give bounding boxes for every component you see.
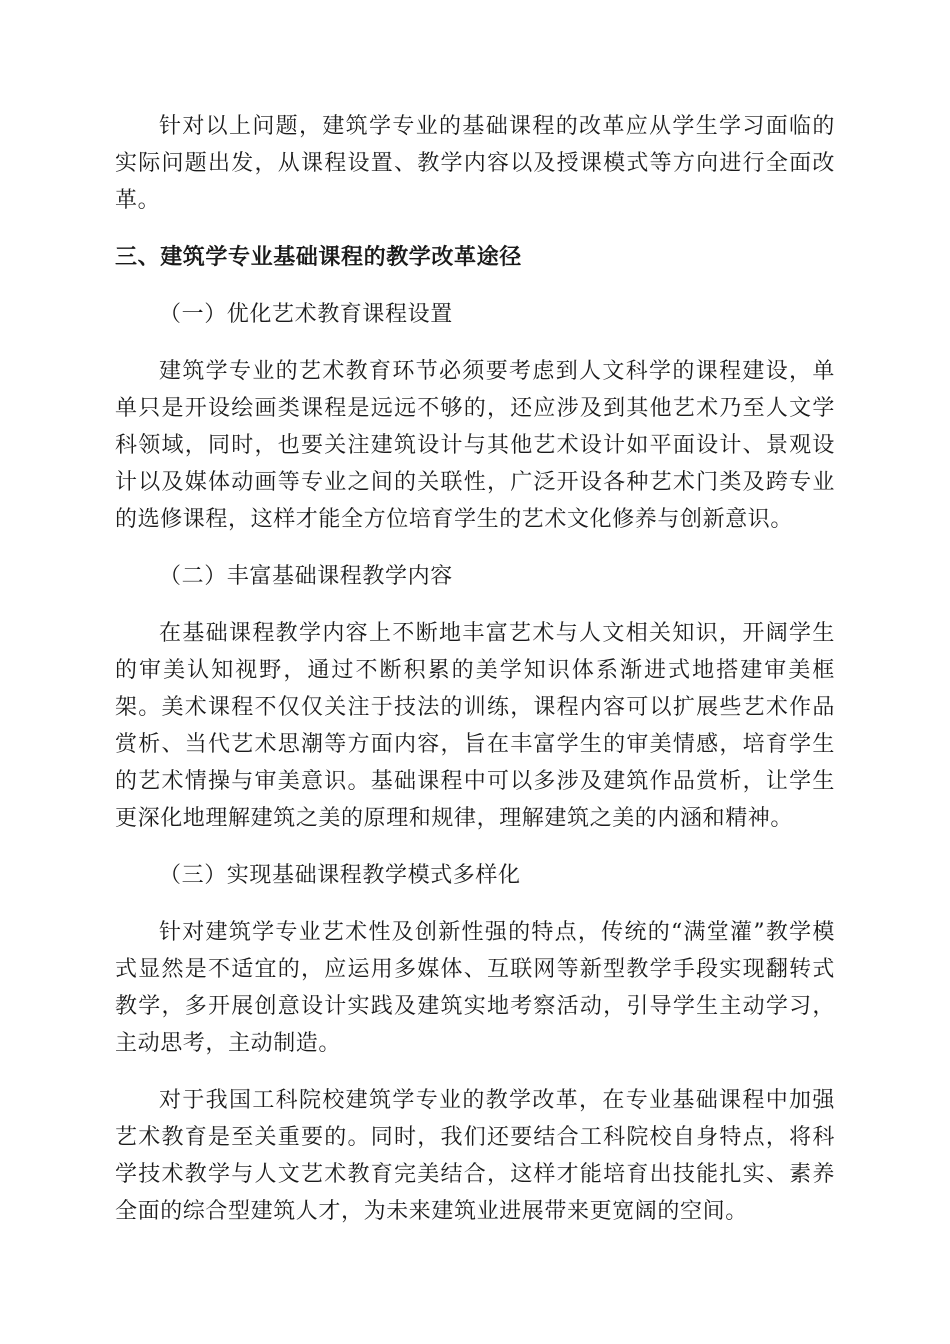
section-heading: 三、建筑学专业基础课程的教学改革途径 — [115, 245, 522, 270]
conclusion-paragraph: 对于我国工科院校建筑学专业的教学改革，在专业基础课程中加强艺术教育是至关重要的。同时，我们还要结合工科院校自身特点，将科学技术教学与人文艺术教育完美结合，这样才能培育出技能扎实、素养全面的综合型建筑人才，为未来建筑业进展带来更宽阔的空间。 — [115, 1088, 835, 1224]
document-page — [115, 108, 835, 1250]
subsection-title-2: （二）丰富基础课程教学内容 — [159, 564, 453, 589]
subsection-title-1: （一）优化艺术教育课程设置 — [159, 302, 453, 327]
subsection-title-3: （三）实现基础课程教学模式多样化 — [159, 863, 521, 888]
intro-paragraph: 针对以上问题，建筑学专业的基础课程的改革应从学生学习面临的实际问题出发，从课程设置、教学内容以及授课模式等方向进行全面改革。 — [115, 114, 835, 213]
subsection-body-3: 针对建筑学专业艺术性及创新性强的特点，传统的“满堂灌”教学模式显然是不适宜的，应运用多媒体、互联网等新型教学手段实现翻转式教学，多开展创意设计实践及建筑实地考察活动，引导学生主动学习，主动思考，主动制造。 — [115, 920, 835, 1056]
subsection-body-1: 建筑学专业的艺术教育环节必须要考虑到人文科学的课程建设，单单只是开设绘画类课程是远远不够的，还应涉及到其他艺术乃至人文学科领域，同时，也要关注建筑设计与其他艺术设计如平面设计、景观设计以及媒体动画等专业之间的关联性，广泛开设各种艺术门类及跨专业的选修课程，这样才能全方位培育学生的艺术文化修养与创新意识。 — [115, 359, 835, 532]
subsection-body-2: 在基础课程教学内容上不断地丰富艺术与人文相关知识，开阔学生的审美认知视野，通过不断积累的美学知识体系渐进式地搭建审美框架。美术课程不仅仅关注于技法的训练，课程内容可以扩展些艺术作品赏析、当代艺术思潮等方面内容，旨在丰富学生的审美情感，培育学生的艺术情操与审美意识。基础课程中可以多涉及建筑作品赏析，让学生更深化地理解建筑之美的原理和规律，理解建筑之美的内涵和精神。 — [115, 621, 835, 831]
